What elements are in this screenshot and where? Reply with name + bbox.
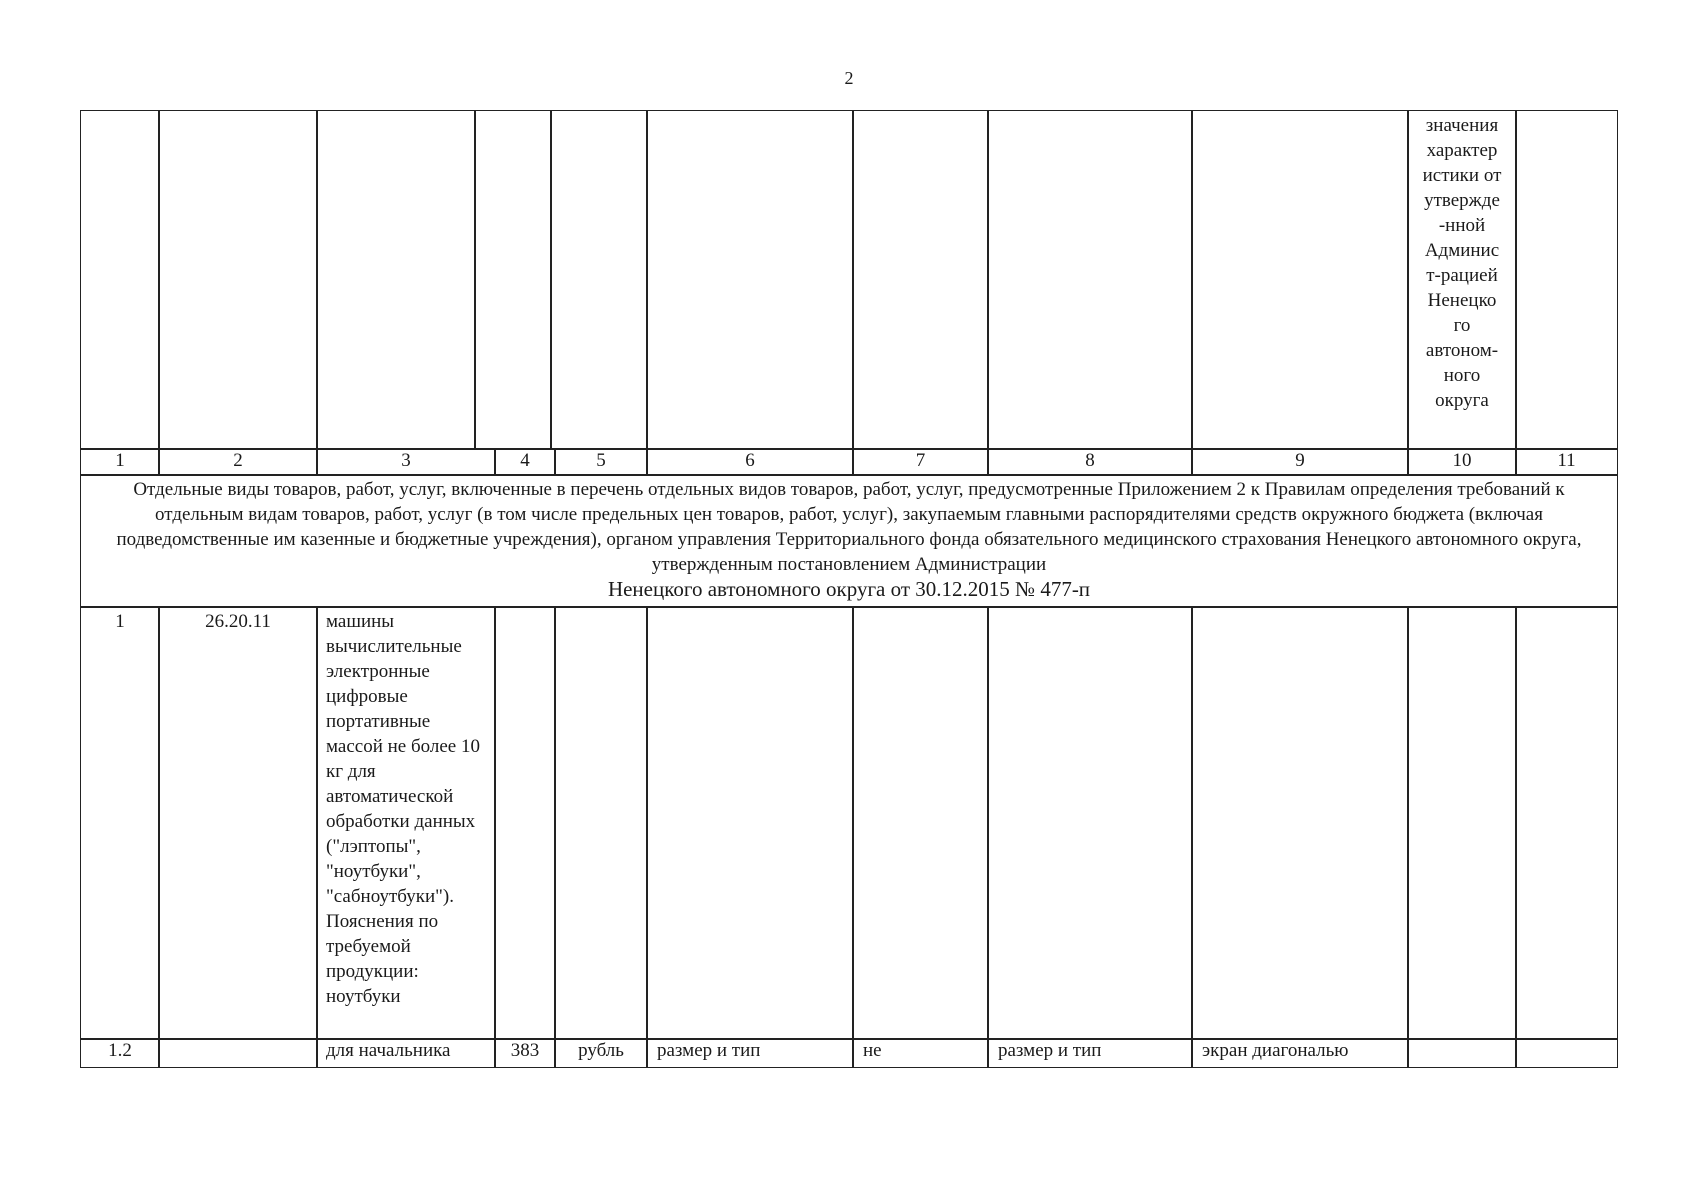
column-number-8: 8: [987, 448, 1193, 476]
column-number-4: 4: [494, 448, 556, 476]
header-cell-10: значения характер истики от утвержде -нной Админис т-рацией Ненецко го автоном- ного округа: [1407, 110, 1517, 450]
requirements-table: [80, 110, 1618, 1068]
row-1-2-col8: размер и тип: [987, 1038, 1193, 1068]
section-heading: [80, 474, 1618, 608]
row-1-okpd-code: 26.20.11: [158, 606, 318, 1040]
header-cell-1: [80, 110, 160, 450]
row-1-cell-11: [1515, 606, 1618, 1040]
row-1-cell-5: [554, 606, 648, 1040]
row-1-2-okei-code: 383: [494, 1038, 556, 1068]
row-1-2-product-name: для начальника: [316, 1038, 496, 1068]
header-cell-8: [987, 110, 1193, 450]
row-1-cell-8: [987, 606, 1193, 1040]
column-number-9: 9: [1191, 448, 1409, 476]
header-cell-11: [1515, 110, 1618, 450]
header-cell-6: [646, 110, 854, 450]
column-number-3: 3: [316, 448, 496, 476]
row-1-2-okpd-code: [158, 1038, 318, 1068]
column-number-7: 7: [852, 448, 989, 476]
row-1-number: 1: [80, 606, 160, 1040]
column-number-2: 2: [158, 448, 318, 476]
row-1-product-name: машины вычислительные электронные цифровые портативные массой не более 10 кг для автоматической обработки данных ("лэптопы", "ноутбуки", "сабноутбуки"). Пояснения по требуемой продукции: ноутбуки: [316, 606, 496, 1040]
section-heading-text: Отдельные виды товаров, работ, услуг, включенные в перечень отдельных видов товаров, работ, услуг, предусмотренные Приложением 2 к Правилам определения требований к отдельным видам товаров, работ, услуг (в том числе предельных цен товаров, работ, услуг), закупаемым главными распорядителями средств окружного бюджета (включая подведомственные им казенные и бюджетные учреждения), органом управления Территориального фонда обязательного медицинского страхования Ненецкого автономного округа, утвержденным постановлением Администрации: [116, 479, 1582, 575]
header-cell-5: [550, 110, 648, 450]
column-number-11: 11: [1515, 448, 1618, 476]
row-1-cell-10: [1407, 606, 1517, 1040]
column-number-5: 5: [554, 448, 648, 476]
column-number-6: 6: [646, 448, 854, 476]
row-1-cell-7: [852, 606, 989, 1040]
row-1-2-col7: не: [852, 1038, 989, 1068]
row-1-cell-4: [494, 606, 556, 1040]
row-1-2-col10: [1407, 1038, 1517, 1068]
header-cell-2: [158, 110, 318, 450]
row-1-2-col6: размер и тип: [646, 1038, 854, 1068]
row-1-cell-6: [646, 606, 854, 1040]
row-1-cell-9: [1191, 606, 1409, 1040]
section-heading-last-line: Ненецкого автономного округа от 30.12.2015 № 477-п: [607, 577, 1091, 601]
header-cell-9: [1191, 110, 1409, 450]
row-1-2-col11: [1515, 1038, 1618, 1068]
row-1-2-unit: рубль: [554, 1038, 648, 1068]
row-1-2-col9: экран диагональю: [1191, 1038, 1409, 1068]
header-cell-3: [316, 110, 476, 450]
column-number-1: 1: [80, 448, 160, 476]
header-cell-4: [474, 110, 552, 450]
header-cell-7: [852, 110, 989, 450]
page-number: 2: [844, 68, 854, 88]
column-number-10: 10: [1407, 448, 1517, 476]
row-1-2-number: 1.2: [80, 1038, 160, 1068]
